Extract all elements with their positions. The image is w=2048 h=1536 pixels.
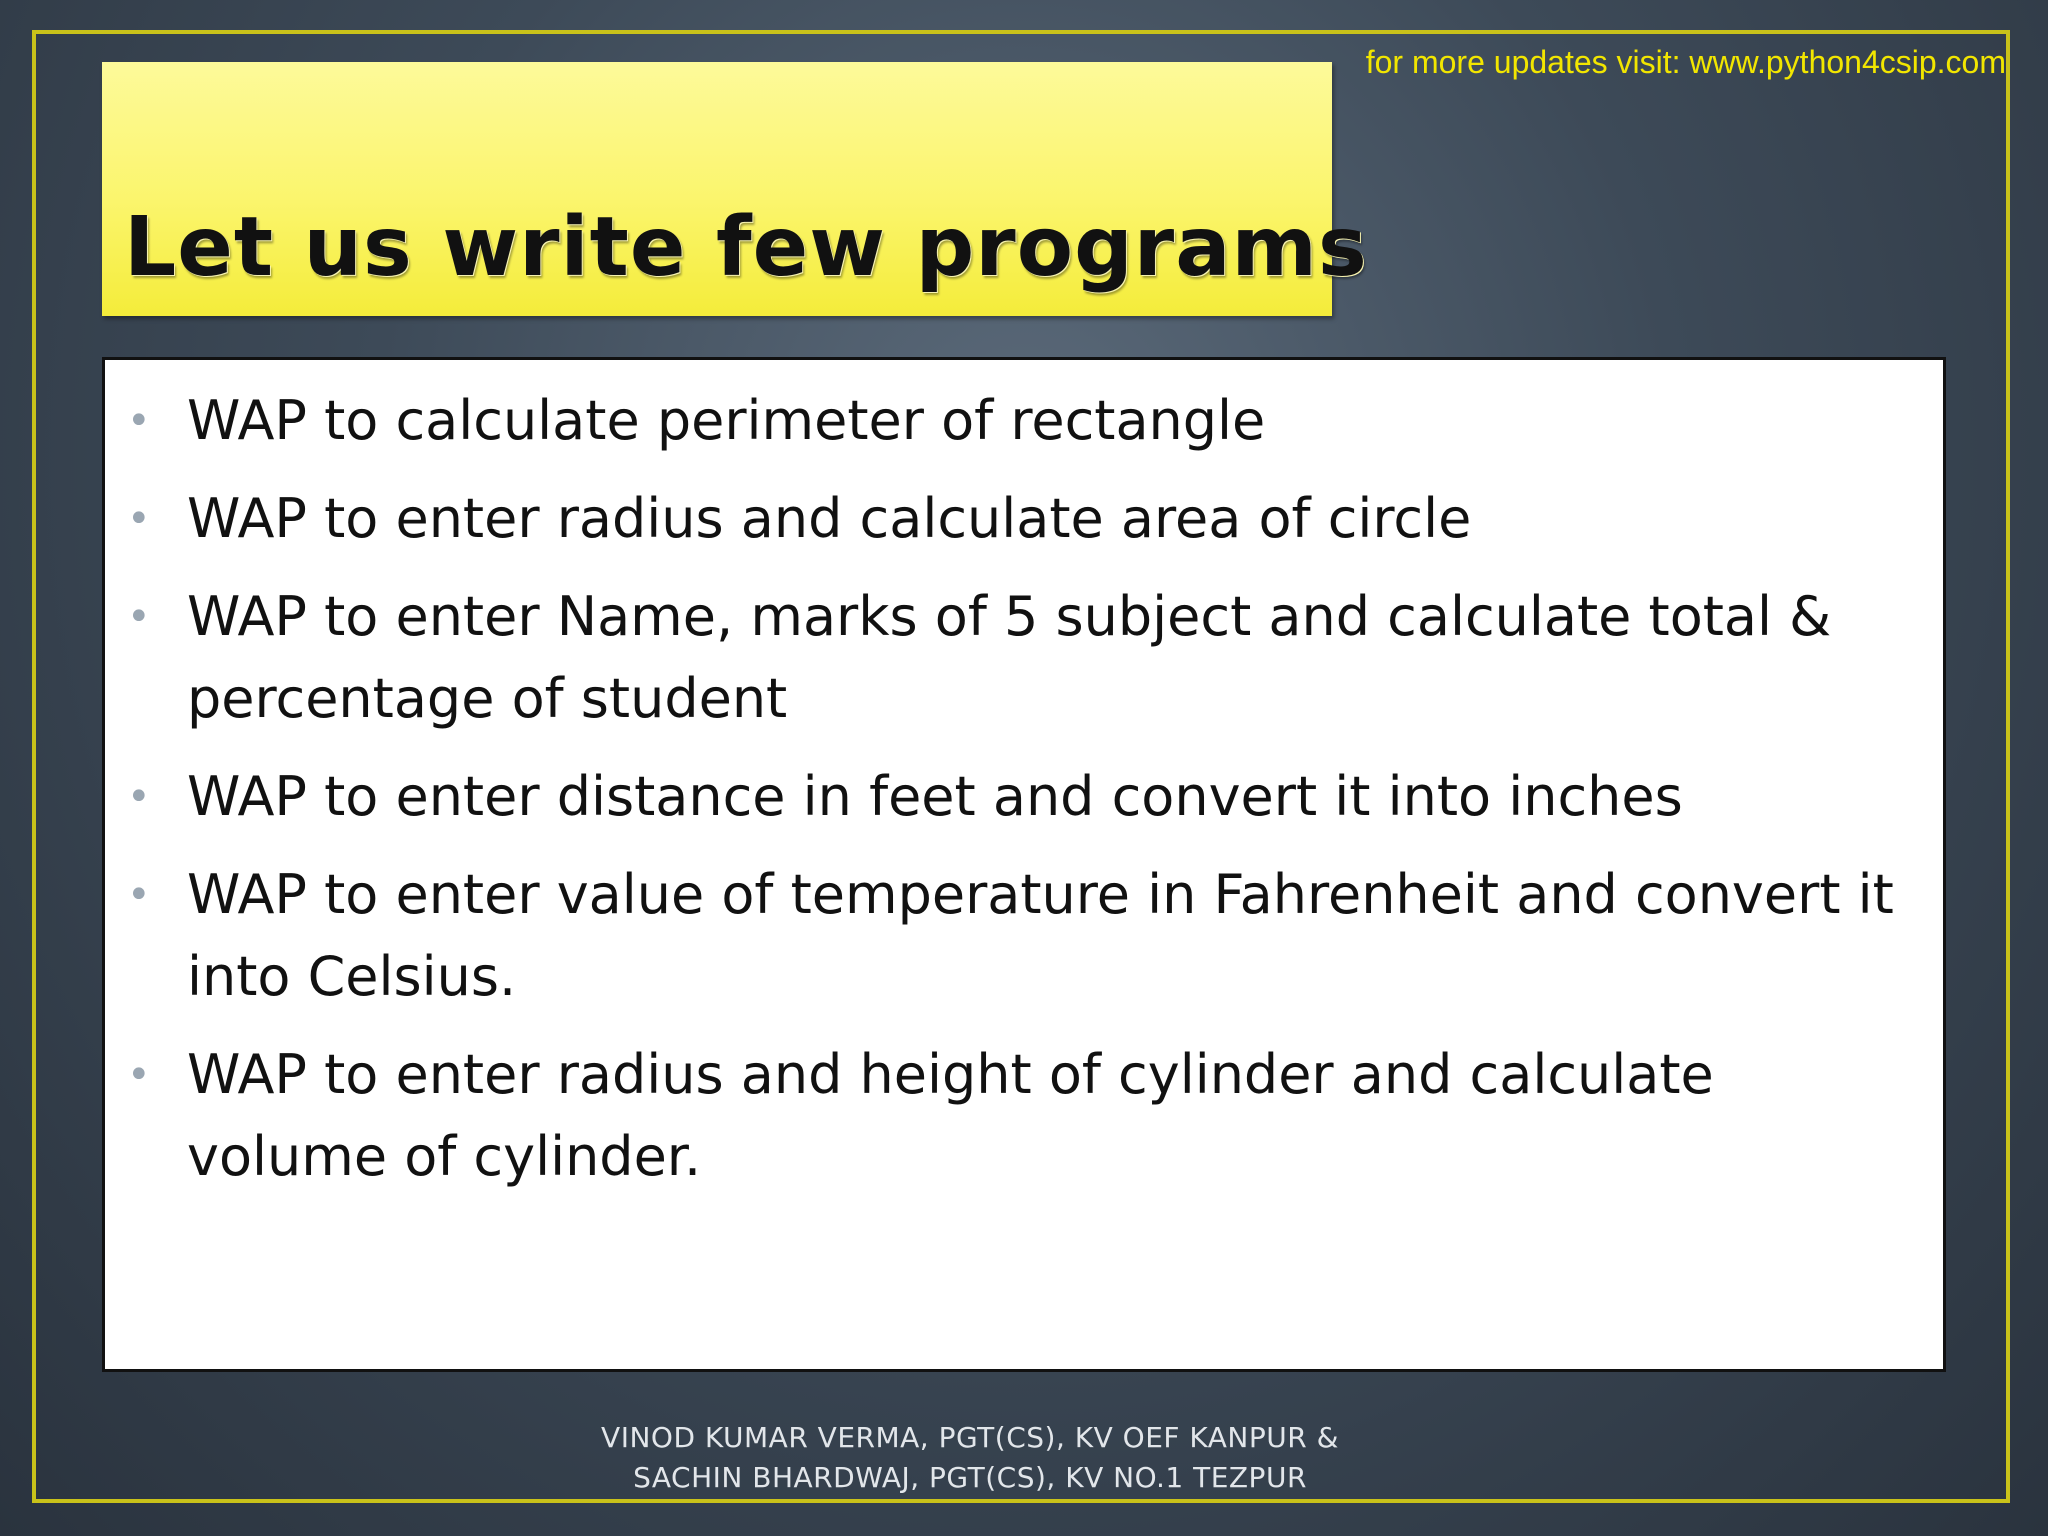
- bullet-icon: •: [127, 496, 151, 542]
- bullet-icon: •: [127, 774, 151, 820]
- footer-line-1: VINOD KUMAR VERMA, PGT(CS), KV OEF KANPUR &: [601, 1421, 1339, 1454]
- bullet-icon: •: [127, 398, 151, 444]
- bullet-text: WAP to enter Name, marks of 5 subject and calculate total & percentage of student: [187, 585, 1832, 730]
- bullet-icon: •: [127, 872, 151, 918]
- bullet-text: WAP to enter radius and height of cylinder and calculate volume of cylinder.: [187, 1043, 1714, 1188]
- list-item: [105, 576, 1943, 740]
- list-item: [105, 380, 1943, 462]
- title-box: [102, 62, 1368, 316]
- bullet-text: WAP to enter distance in feet and convert it into inches: [187, 765, 1683, 828]
- footer-line-2: SACHIN BHARDWAJ, PGT(CS), KV NO.1 TEZPUR: [633, 1461, 1307, 1494]
- list-item: [105, 756, 1943, 838]
- bullet-text: WAP to enter value of temperature in Fahrenheit and convert it into Celsius.: [187, 863, 1894, 1008]
- list-item: [105, 854, 1943, 1018]
- slide-title: Let us write few programs: [124, 200, 1368, 295]
- bullet-list: [105, 380, 1943, 1214]
- bullet-text: WAP to enter radius and calculate area of circle: [187, 487, 1472, 550]
- list-item: [105, 478, 1943, 560]
- website-banner: for more updates visit: www.python4csip.com: [1365, 44, 2006, 80]
- bullet-icon: •: [127, 1052, 151, 1098]
- list-item: [105, 1034, 1943, 1198]
- author-footer: [0, 1418, 1940, 1498]
- bullet-text: WAP to calculate perimeter of rectangle: [187, 389, 1266, 452]
- content-box: [102, 357, 1946, 1372]
- bullet-icon: •: [127, 594, 151, 640]
